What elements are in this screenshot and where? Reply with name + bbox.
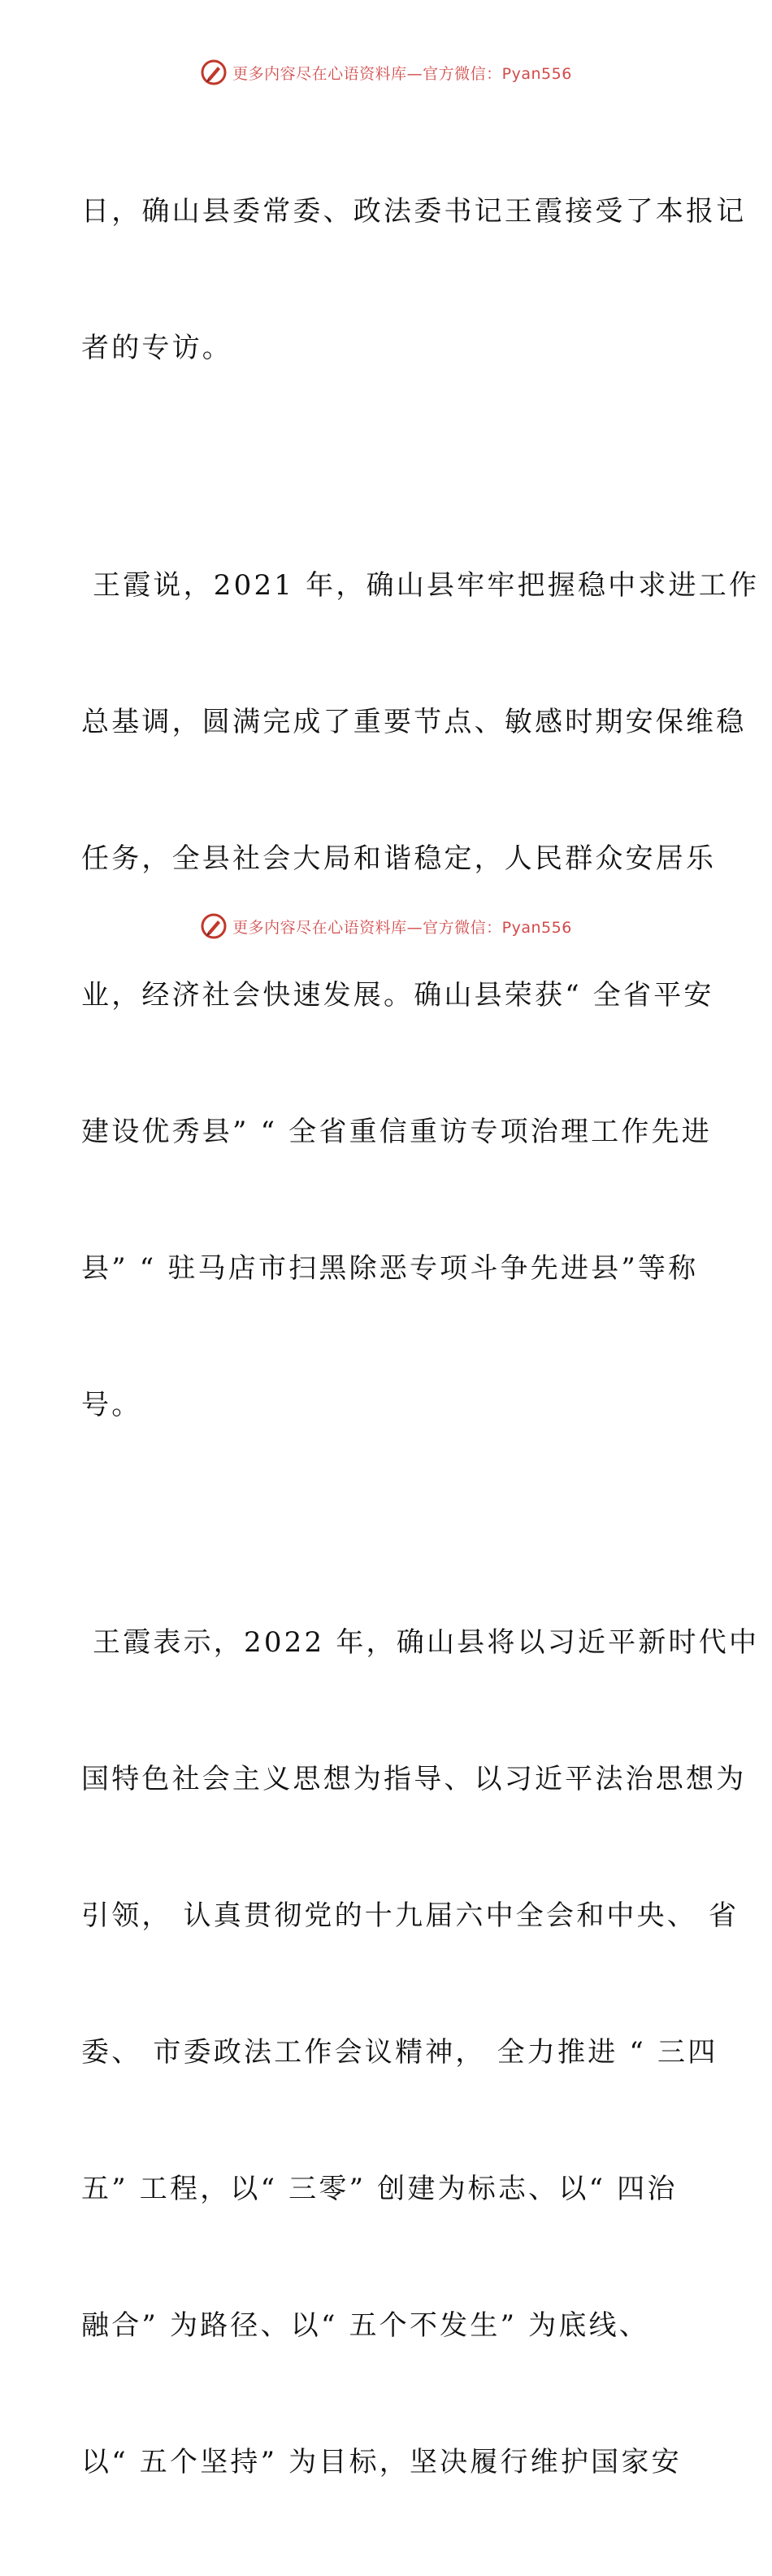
text-line: 任务，全县社会大局和谐稳定，人民群众安居乐 [81, 842, 717, 875]
paragraph-1 [81, 98, 747, 462]
text-line: 五” 工程，以“ 三零” 创建为标志、以“ 四治 [81, 2173, 678, 2205]
text-line: 者的专访。 [81, 332, 232, 364]
watermark-header [0, 59, 772, 86]
text-line: 总基调，圆满完成了重要节点、敏感时期安保维稳 [81, 706, 747, 738]
watermark-text: 更多内容尽在心语资料库—官方微信：Pyan556 [232, 918, 572, 937]
text-line: 王霞说，2021 年，确山县牢牢把握稳中求进工作 [81, 569, 760, 602]
text-line: 以“ 五个坚持” 为目标，坚决履行维护国家安 [81, 2446, 682, 2478]
text-line: 业，经济社会快速发展。确山县荣获“ 全省平安 [81, 979, 714, 1012]
text-line: 国特色社会主义思想为指导、以习近平法治思想为 [81, 1763, 747, 1795]
paragraph-2 [81, 472, 760, 1519]
text-line: 委、 市委政法工作会议精神， 全力推进 “ 三四 [81, 2036, 718, 2069]
pen-logo-icon [200, 912, 228, 940]
text-line: 王霞表示，2022 年，确山县将以习近平新时代中 [81, 1626, 760, 1659]
text-line: 建设优秀县” “ 全省重信重访专项治理工作先进 [81, 1116, 712, 1148]
document-body [81, 98, 760, 2576]
watermark-footer [0, 912, 772, 940]
text-line: 引领， 认真贯彻党的十九届六中全会和中央、 省 [81, 1899, 739, 1932]
text-line: 日，确山县委常委、政法委书记王霞接受了本报记 [81, 195, 747, 228]
text-line: 号。 [81, 1389, 142, 1421]
paragraph-3 [81, 1529, 760, 2576]
pen-logo-icon [200, 59, 228, 86]
text-line: 融合” 为路径、以“ 五个不发生” 为底线、 [81, 2309, 649, 2342]
text-line: 县” “ 驻马店市扫黑除恶专项斗争先进县”等称 [81, 1252, 699, 1285]
watermark-text: 更多内容尽在心语资料库—官方微信：Pyan556 [232, 64, 572, 83]
